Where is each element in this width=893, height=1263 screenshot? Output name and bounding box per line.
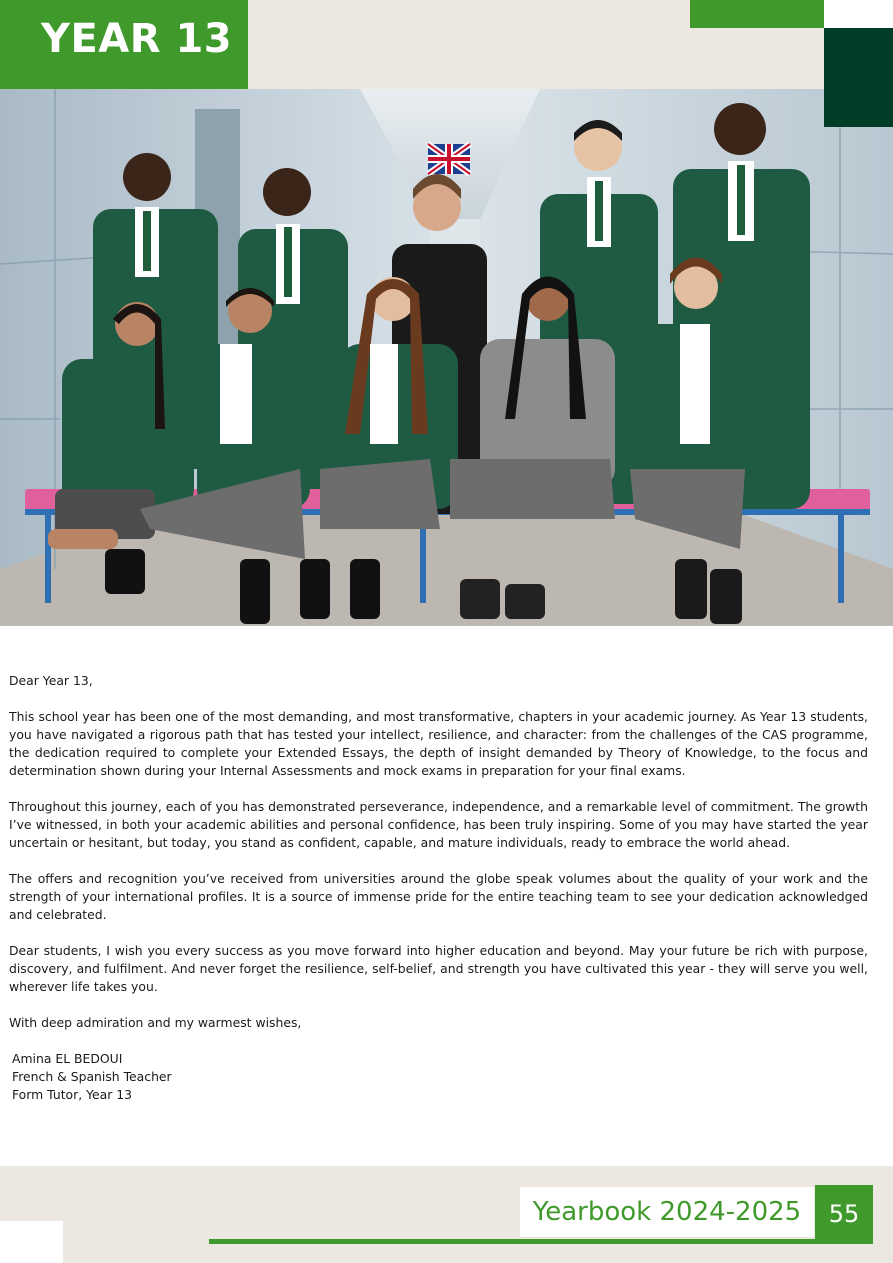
letter-paragraph: The offers and recognition you’ve received from universities around the globe speak volumes about the quality of your work and the strength of your international profiles. It is a source of immense pride for the entire teaching team to see your dedication acknowledged and celebrated. [9,871,868,922]
signature-position: Form Tutor, Year 13 [12,1087,133,1102]
decorative-dark-green-block [824,28,893,127]
page-title: YEAR 13 [41,16,233,62]
page-number: 55 [828,1200,860,1228]
decorative-green-block [690,0,824,28]
letter-salutation: Dear Year 13, [9,673,93,688]
footer-label-box [520,1187,814,1237]
letter-body [0,626,893,1166]
yearbook-label: Yearbook 2024-2025 [532,1197,802,1227]
letter-paragraph: Throughout this journey, each of you has demonstrated perseverance, independence, and a remarkable level of commitment. The growth I’ve witnessed, in both your academic abilities and personal confidence, has been truly inspiring. Some of you may have started the year uncertain or hesitant, but today, you stand as confident, capable, and mature individuals, ready to embrace the world ahead. [9,799,868,850]
signature-role: French & Spanish Teacher [12,1069,172,1084]
decorative-white-corner [0,1221,63,1263]
class-group-photo [0,89,893,626]
decorative-white-block [824,0,893,28]
letter-paragraph: This school year has been one of the most demanding, and most transformative, chapters in your academic journey. As Year 13 students, you have navigated a rigorous path that has tested your intellect, resilience, and character: from the challenges of the CAS programme, the dedication required to complete your Extended Essays, the depth of insight demanded by Theory of Knowledge, to the focus and determination shown during your Internal Assessments and mock exams in preparation for your final exams. [9,709,868,778]
page-number-box [815,1185,873,1243]
signature-name: Amina EL BEDOUI [12,1051,123,1066]
letter-closing: With deep admiration and my warmest wishes, [9,1015,302,1030]
signature-block [9,1050,868,1104]
footer-rule [209,1239,873,1244]
title-banner [0,0,248,89]
letter-paragraph: Dear students, I wish you every success as you move forward into higher education and beyond. May your future be rich with purpose, discovery, and fulfilment. And never forget the resilience, self-belief, and strength you have cultivated this year - they will serve you well, wherever life takes you. [9,943,868,994]
